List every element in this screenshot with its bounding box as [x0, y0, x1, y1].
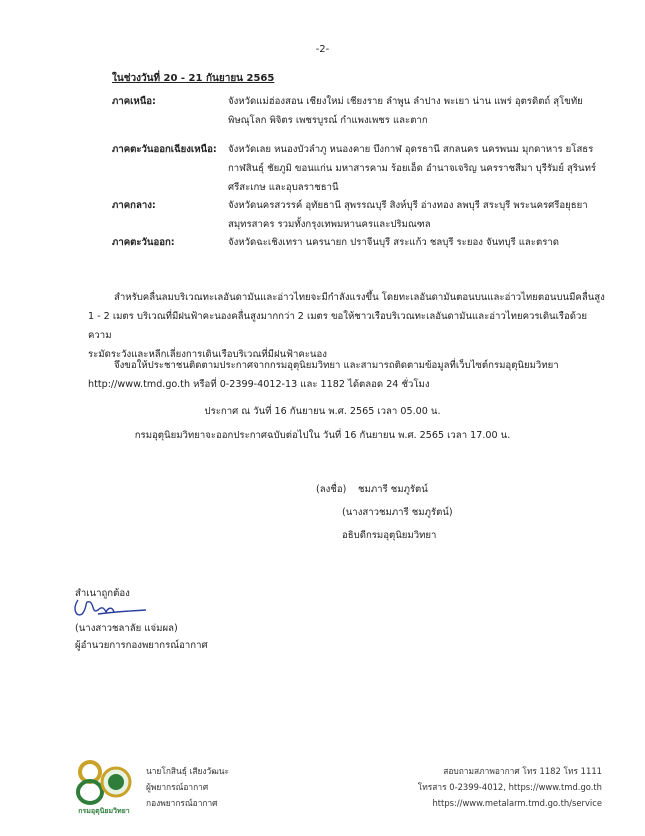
handwritten-signature-icon	[68, 594, 148, 622]
signed-label: (ลงชื่อ)	[316, 484, 347, 495]
region-text: ศรีสะเกษ และอุบลราชธานี	[228, 182, 339, 193]
signed-name: ชมภารี ชมภูรัตน์	[358, 484, 428, 495]
wave-paragraph	[88, 288, 608, 364]
paragraph-line: ระมัดระวังและหลีกเลี่ยงการเดินเรือบริเวณที่มีฝนฟ้าคะนอง	[88, 349, 327, 360]
page-number: -2-	[315, 44, 330, 55]
region-label: ภาคกลาง:	[112, 200, 156, 211]
region-text: จังหวัดนครสวรรค์ อุทัยธานี สุพรรณบุรี สิงห์บุรี อ่างทอง ลพบุรี สระบุรี พระนครศรีอยุธยา	[228, 200, 588, 211]
region-central	[112, 196, 612, 234]
forecaster-role: ผู้พยากรณ์อากาศ	[146, 782, 209, 792]
certified-name: (นางสาวชลาลัย แจ่มผล)	[75, 623, 178, 634]
tmd-80th-logo	[70, 758, 138, 818]
region-text: กาฬสินธุ์ ชัยภูมิ ขอนแก่น มหาสารคาม ร้อยเอ็ด อำนาจเจริญ นครราชสีมา บุรีรัมย์ สุรินทร์	[228, 163, 597, 174]
footer-left	[146, 763, 229, 811]
region-north	[112, 92, 612, 130]
paragraph-line: http://www.tmd.go.th หรือที่ 0-2399-4012-13 และ 1182 ได้ตลอด 24 ชั่วโมง	[88, 379, 430, 390]
period-heading: ในช่วงวันที่ 20 - 21 กันยายน 2565	[112, 73, 275, 84]
forecaster-division: กองพยากรณ์อากาศ	[146, 798, 218, 808]
signer-full-name: (นางสาวชมภารี ชมภูรัตน์)	[342, 507, 453, 518]
announced-date: ประกาศ ณ วันที่ 16 กันยายน พ.ศ. 2565 เวลา 05.00 น.	[204, 406, 441, 417]
region-text: พิษณุโลก พิจิตร เพชรบูรณ์ กำแพงเพชร และตาก	[228, 115, 428, 126]
signer-title: อธิบดีกรมอุตุนิยมวิทยา	[342, 530, 437, 541]
logo-icon	[70, 758, 138, 818]
region-label: ภาคตะวันออก:	[112, 237, 175, 248]
follow-paragraph	[88, 356, 608, 394]
next-announcement: กรมอุตุนิยมวิทยาจะออกประกาศฉบับต่อไปใน วันที่ 16 กันยายน พ.ศ. 2565 เวลา 17.00 น.	[134, 430, 511, 441]
forecaster-name: นายโกสินธุ์ เสียงวัฒนะ	[146, 766, 229, 776]
contact-hotline: สอบถามสภาพอากาศ โทร 1182 โทร 1111	[443, 766, 602, 776]
paragraph-line: จึงขอให้ประชาชนติดตามประกาศจากกรมอุตุนิยมวิทยา และสามารถติดตามข้อมูลที่เว็บไซต์กรมอุตุนิยมวิทยา	[114, 360, 559, 371]
region-label: ภาคเหนือ:	[112, 96, 156, 107]
svg-text:กรมอุตุนิยมวิทยา: กรมอุตุนิยมวิทยา	[78, 807, 130, 815]
region-east	[112, 233, 612, 252]
certified-title: ผู้อำนวยการกองพยากรณ์อากาศ	[75, 640, 208, 651]
region-northeast	[112, 140, 612, 197]
region-text: จังหวัดแม่ฮ่องสอน เชียงใหม่ เชียงราย ลำพูน ลำปาง พะเยา น่าน แพร่ อุตรดิตถ์ สุโขทัย	[228, 96, 583, 107]
paragraph-line: 1 - 2 เมตร บริเวณที่มีฝนฟ้าคะนองคลื่นสูงมากกว่า 2 เมตร ขอให้ชาวเรือบริเวณทะเลอันดามันและอ่าวไทยควรเดินเรือด้วยความ	[88, 311, 588, 341]
paragraph-line: สำหรับคลื่นลมบริเวณทะเลอันดามันและอ่าวไทยจะมีกำลังแรงขึ้น โดยทะเลอันดามันตอนบนและอ่าวไทยตอนบนมีคลื่นสูง	[114, 292, 605, 303]
certified-label: สำเนาถูกต้อง	[75, 588, 130, 599]
footer-right	[342, 763, 602, 811]
service-link[interactable]: https://www.metalarm.tmd.go.th/service	[432, 798, 602, 808]
region-text: จังหวัดฉะเชิงเทรา นครนายก ปราจีนบุรี สระแก้ว ชลบุรี ระยอง จันทบุรี และตราด	[228, 237, 559, 248]
contact-fax-website[interactable]: โทรสาร 0-2399-4012, https://www.tmd.go.th	[417, 782, 602, 792]
region-text: สมุทรสาคร รวมทั้งกรุงเทพมหานครและปริมณฑล	[228, 219, 431, 230]
region-text: จังหวัดเลย หนองบัวลำภู หนองคาย บึงกาฬ อุดรธานี สกลนคร นครพนม มุกดาหาร ยโสธร	[228, 144, 594, 155]
region-label: ภาคตะวันออกเฉียงเหนือ:	[112, 144, 217, 155]
